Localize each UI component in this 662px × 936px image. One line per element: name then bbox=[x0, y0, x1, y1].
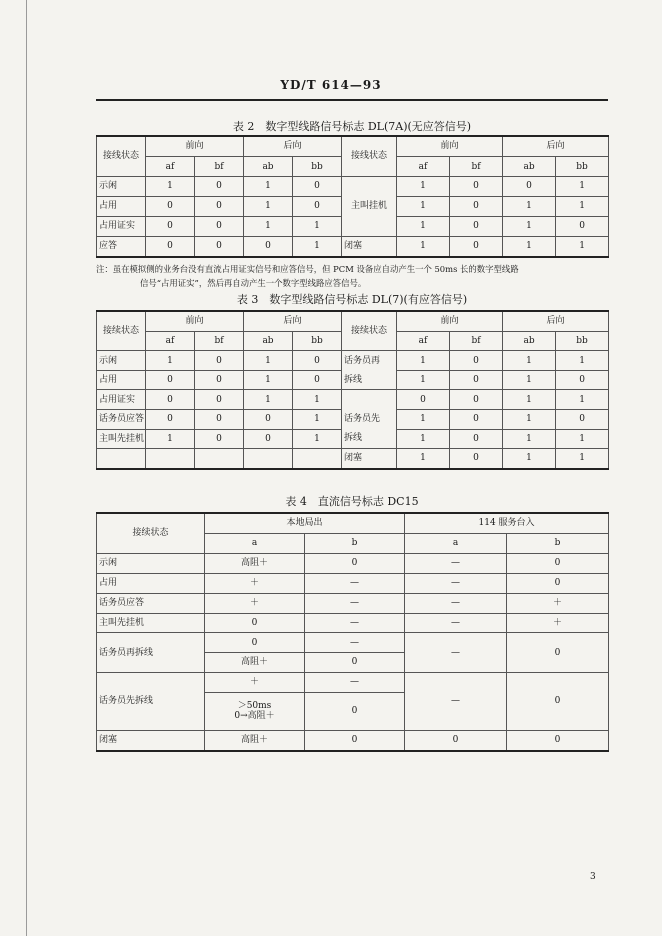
table2-forward-header-right: 前向 bbox=[397, 136, 503, 157]
table2-col-bb-right: bb bbox=[556, 157, 609, 177]
table2-col-af-right: af bbox=[397, 157, 450, 177]
table4 bbox=[96, 512, 609, 752]
table3-state-header: 接续状态 bbox=[97, 311, 146, 351]
table4-service-in-header: 114 服务台入 bbox=[405, 513, 609, 534]
table4-caption: 表 4 直流信号标志 DC15 bbox=[285, 495, 419, 508]
table3-col-bb-right: bb bbox=[556, 331, 609, 351]
table-row: 话务员应答 ＋ — — ＋ bbox=[97, 593, 609, 613]
table3-col-ab-right: ab bbox=[503, 331, 556, 351]
table2-col-af: af bbox=[146, 157, 195, 177]
table3-caption: 表 3 数字型线路信号标志 DL(7)(有应答信号) bbox=[236, 293, 468, 306]
table2-col-ab-right: ab bbox=[503, 157, 556, 177]
note-line-1: 注：虽在模拟侧的业务台没有直流占用证实信号和应答信号，但 PCM 设备应自动产生一个 50ms 长的数字型线路 bbox=[96, 264, 519, 274]
table3 bbox=[96, 310, 609, 470]
table3-forward-header-right: 前向 bbox=[397, 311, 503, 331]
table-row: 高阻＋ 0 bbox=[97, 653, 609, 673]
table2-state-header: 接线状态 bbox=[97, 136, 146, 177]
table2-col-bf: bf bbox=[195, 157, 244, 177]
table3-col-af-right: af bbox=[397, 331, 450, 351]
table-row: 话务员应答 0 0 0 1 话务员先 1 0 1 0 bbox=[97, 410, 609, 430]
table2-note bbox=[96, 262, 612, 290]
table2-backward-header-right: 后向 bbox=[503, 136, 609, 157]
table-row: 示闲 1 0 1 0 话务员再 1 0 1 1 bbox=[97, 351, 609, 371]
table-row: 示闲 高阻＋ 0 — 0 bbox=[97, 554, 609, 574]
table-row: 话务员先拆线 ＋ — — 0 bbox=[97, 673, 609, 693]
table2-state-header-right: 接线状态 bbox=[342, 136, 397, 177]
table3-col-bb: bb bbox=[293, 331, 342, 351]
table2-forward-header: 前向 bbox=[146, 136, 244, 157]
table-row: 占用证实 0 0 1 1 0 0 1 1 bbox=[97, 390, 609, 410]
table3-forward-header: 前向 bbox=[146, 311, 244, 331]
table-row: 占用证实 0 0 1 1 1 0 1 0 bbox=[97, 216, 609, 236]
table-row: 占用 0 0 1 0 拆线 1 0 1 0 bbox=[97, 370, 609, 390]
table2-col-bf-right: bf bbox=[450, 157, 503, 177]
table4-state-header: 接续状态 bbox=[97, 513, 205, 554]
table4-local-out-header: 本地局出 bbox=[205, 513, 405, 534]
table2-caption: 表 2 数字型线路信号标志 DL(7A)(无应答信号) bbox=[232, 120, 472, 133]
note-line-2: 信号“占用证实”，然后再自动产生一个数字型线路应答信号。 bbox=[140, 278, 367, 288]
table-row: ＞50ms 0→高阻＋ 0 bbox=[97, 692, 609, 730]
table-row: 占用 ＋ — — 0 bbox=[97, 573, 609, 593]
table-row: 应答 0 0 0 1 闭塞 1 0 1 1 bbox=[97, 236, 609, 257]
table3-col-ab: ab bbox=[244, 331, 293, 351]
table-row: 主叫先挂机 0 — — ＋ bbox=[97, 613, 609, 633]
table4-col-a-right: a bbox=[405, 534, 507, 554]
table3-col-af: af bbox=[146, 331, 195, 351]
table-row: 示闲 1 0 1 0 1 0 0 1 bbox=[97, 177, 609, 197]
table-row: 话务员再拆线 0 — — 0 bbox=[97, 633, 609, 653]
document-code: YD/T 614—93 bbox=[280, 78, 382, 92]
table-row: 闭塞 高阻＋ 0 0 0 bbox=[97, 730, 609, 751]
table3-backward-header-right: 后向 bbox=[503, 311, 609, 331]
table4-col-b: b bbox=[305, 534, 405, 554]
table3-state-header-right: 接续状态 bbox=[342, 311, 397, 351]
table2-col-ab: ab bbox=[244, 157, 293, 177]
header-rule bbox=[96, 99, 608, 101]
page-number: 3 bbox=[590, 872, 596, 882]
table-row: 闭塞 1 0 1 1 bbox=[97, 449, 609, 469]
table-row: 占用 0 0 1 0 主叫挂机 1 0 1 1 bbox=[97, 196, 609, 216]
table2-right-group-label: 主叫挂机 bbox=[342, 196, 397, 216]
table2-backward-header: 后向 bbox=[244, 136, 342, 157]
table4-col-a: a bbox=[205, 534, 305, 554]
table2 bbox=[96, 135, 609, 258]
table4-col-b-right: b bbox=[507, 534, 609, 554]
table3-col-bf-right: bf bbox=[450, 331, 503, 351]
table2-col-bb: bb bbox=[293, 157, 342, 177]
table3-backward-header: 后向 bbox=[244, 311, 342, 331]
page-binding-line bbox=[26, 0, 27, 936]
table3-col-bf: bf bbox=[195, 331, 244, 351]
table-row: 主叫先挂机 1 0 0 1 拆线 1 0 1 1 bbox=[97, 429, 609, 449]
